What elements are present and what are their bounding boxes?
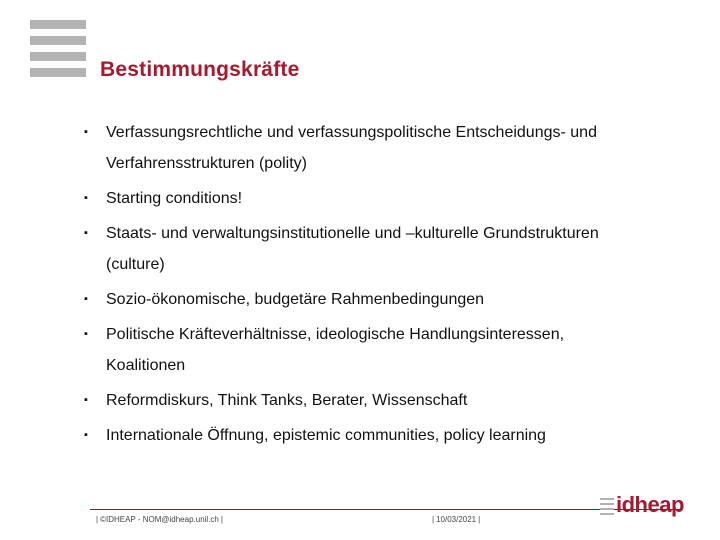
bullet-item (84, 385, 684, 416)
bullet-square-icon: ▪ (84, 192, 88, 204)
bullet-square-icon: ▪ (84, 429, 88, 441)
logo-bars-icon (30, 20, 86, 76)
bullet-text-line: (culture) (106, 256, 165, 273)
logo-bar (30, 52, 86, 61)
bullet-text-line: Politische Kräfteverhältnisse, ideologische Handlungsinteressen, (106, 326, 565, 343)
bullet-item (84, 117, 684, 179)
brand-line (600, 513, 614, 515)
bullet-item (84, 319, 684, 381)
brand-line (600, 498, 614, 500)
footer-separator: | (432, 515, 435, 524)
bullet-item (84, 284, 684, 315)
logo-bar (30, 68, 86, 77)
bullet-square-icon: ▪ (84, 394, 88, 406)
bullet-square-icon: ▪ (84, 126, 88, 138)
footer-separator: | (220, 515, 223, 524)
footer-copyright-text: ©IDHEAP - NOM@idheap.unil.ch (100, 515, 219, 524)
logo-bar (30, 36, 86, 45)
bullet-text-line: Staats- und verwaltungsinstitutionelle und –kulturelle Grundstrukturen (106, 225, 599, 242)
footer-date (430, 515, 482, 524)
brand-wordmark: idheap (616, 492, 684, 517)
bullet-text-line: Koalitionen (106, 357, 186, 374)
bullet-item (84, 420, 684, 451)
bullet-list (84, 117, 684, 455)
footer-date-text: 10/03/2021 (436, 515, 477, 524)
idheap-logo (600, 492, 690, 522)
bullet-item (84, 183, 684, 214)
bullet-square-icon: ▪ (84, 328, 88, 340)
footer-separator: | (96, 515, 99, 524)
bullet-text-line: Internationale Öffnung, epistemic communities, policy learning (106, 427, 546, 444)
brand-line (600, 503, 614, 505)
logo-bar (30, 20, 86, 29)
bullet-square-icon: ▪ (84, 227, 88, 239)
footer-divider (90, 509, 680, 510)
bullet-text-line: Verfassungsrechtliche und verfassungspolitische Entscheidungs- und (106, 124, 597, 141)
brand-line (600, 508, 614, 510)
footer-copyright (94, 515, 225, 524)
footer-separator: | (478, 515, 481, 524)
bullet-item (84, 218, 684, 280)
bullet-text-line: Sozio-ökonomische, budgetäre Rahmenbedingungen (106, 291, 485, 308)
bullet-text-line: Verfahrensstrukturen (polity) (106, 155, 307, 172)
bullet-square-icon: ▪ (84, 293, 88, 305)
brand-lines-icon (600, 498, 614, 514)
slide-title: Bestimmungskräfte (100, 58, 300, 81)
bullet-text-line: Starting conditions! (106, 190, 243, 207)
bullet-text-line: Reformdiskurs, Think Tanks, Berater, Wissenschaft (106, 392, 468, 409)
